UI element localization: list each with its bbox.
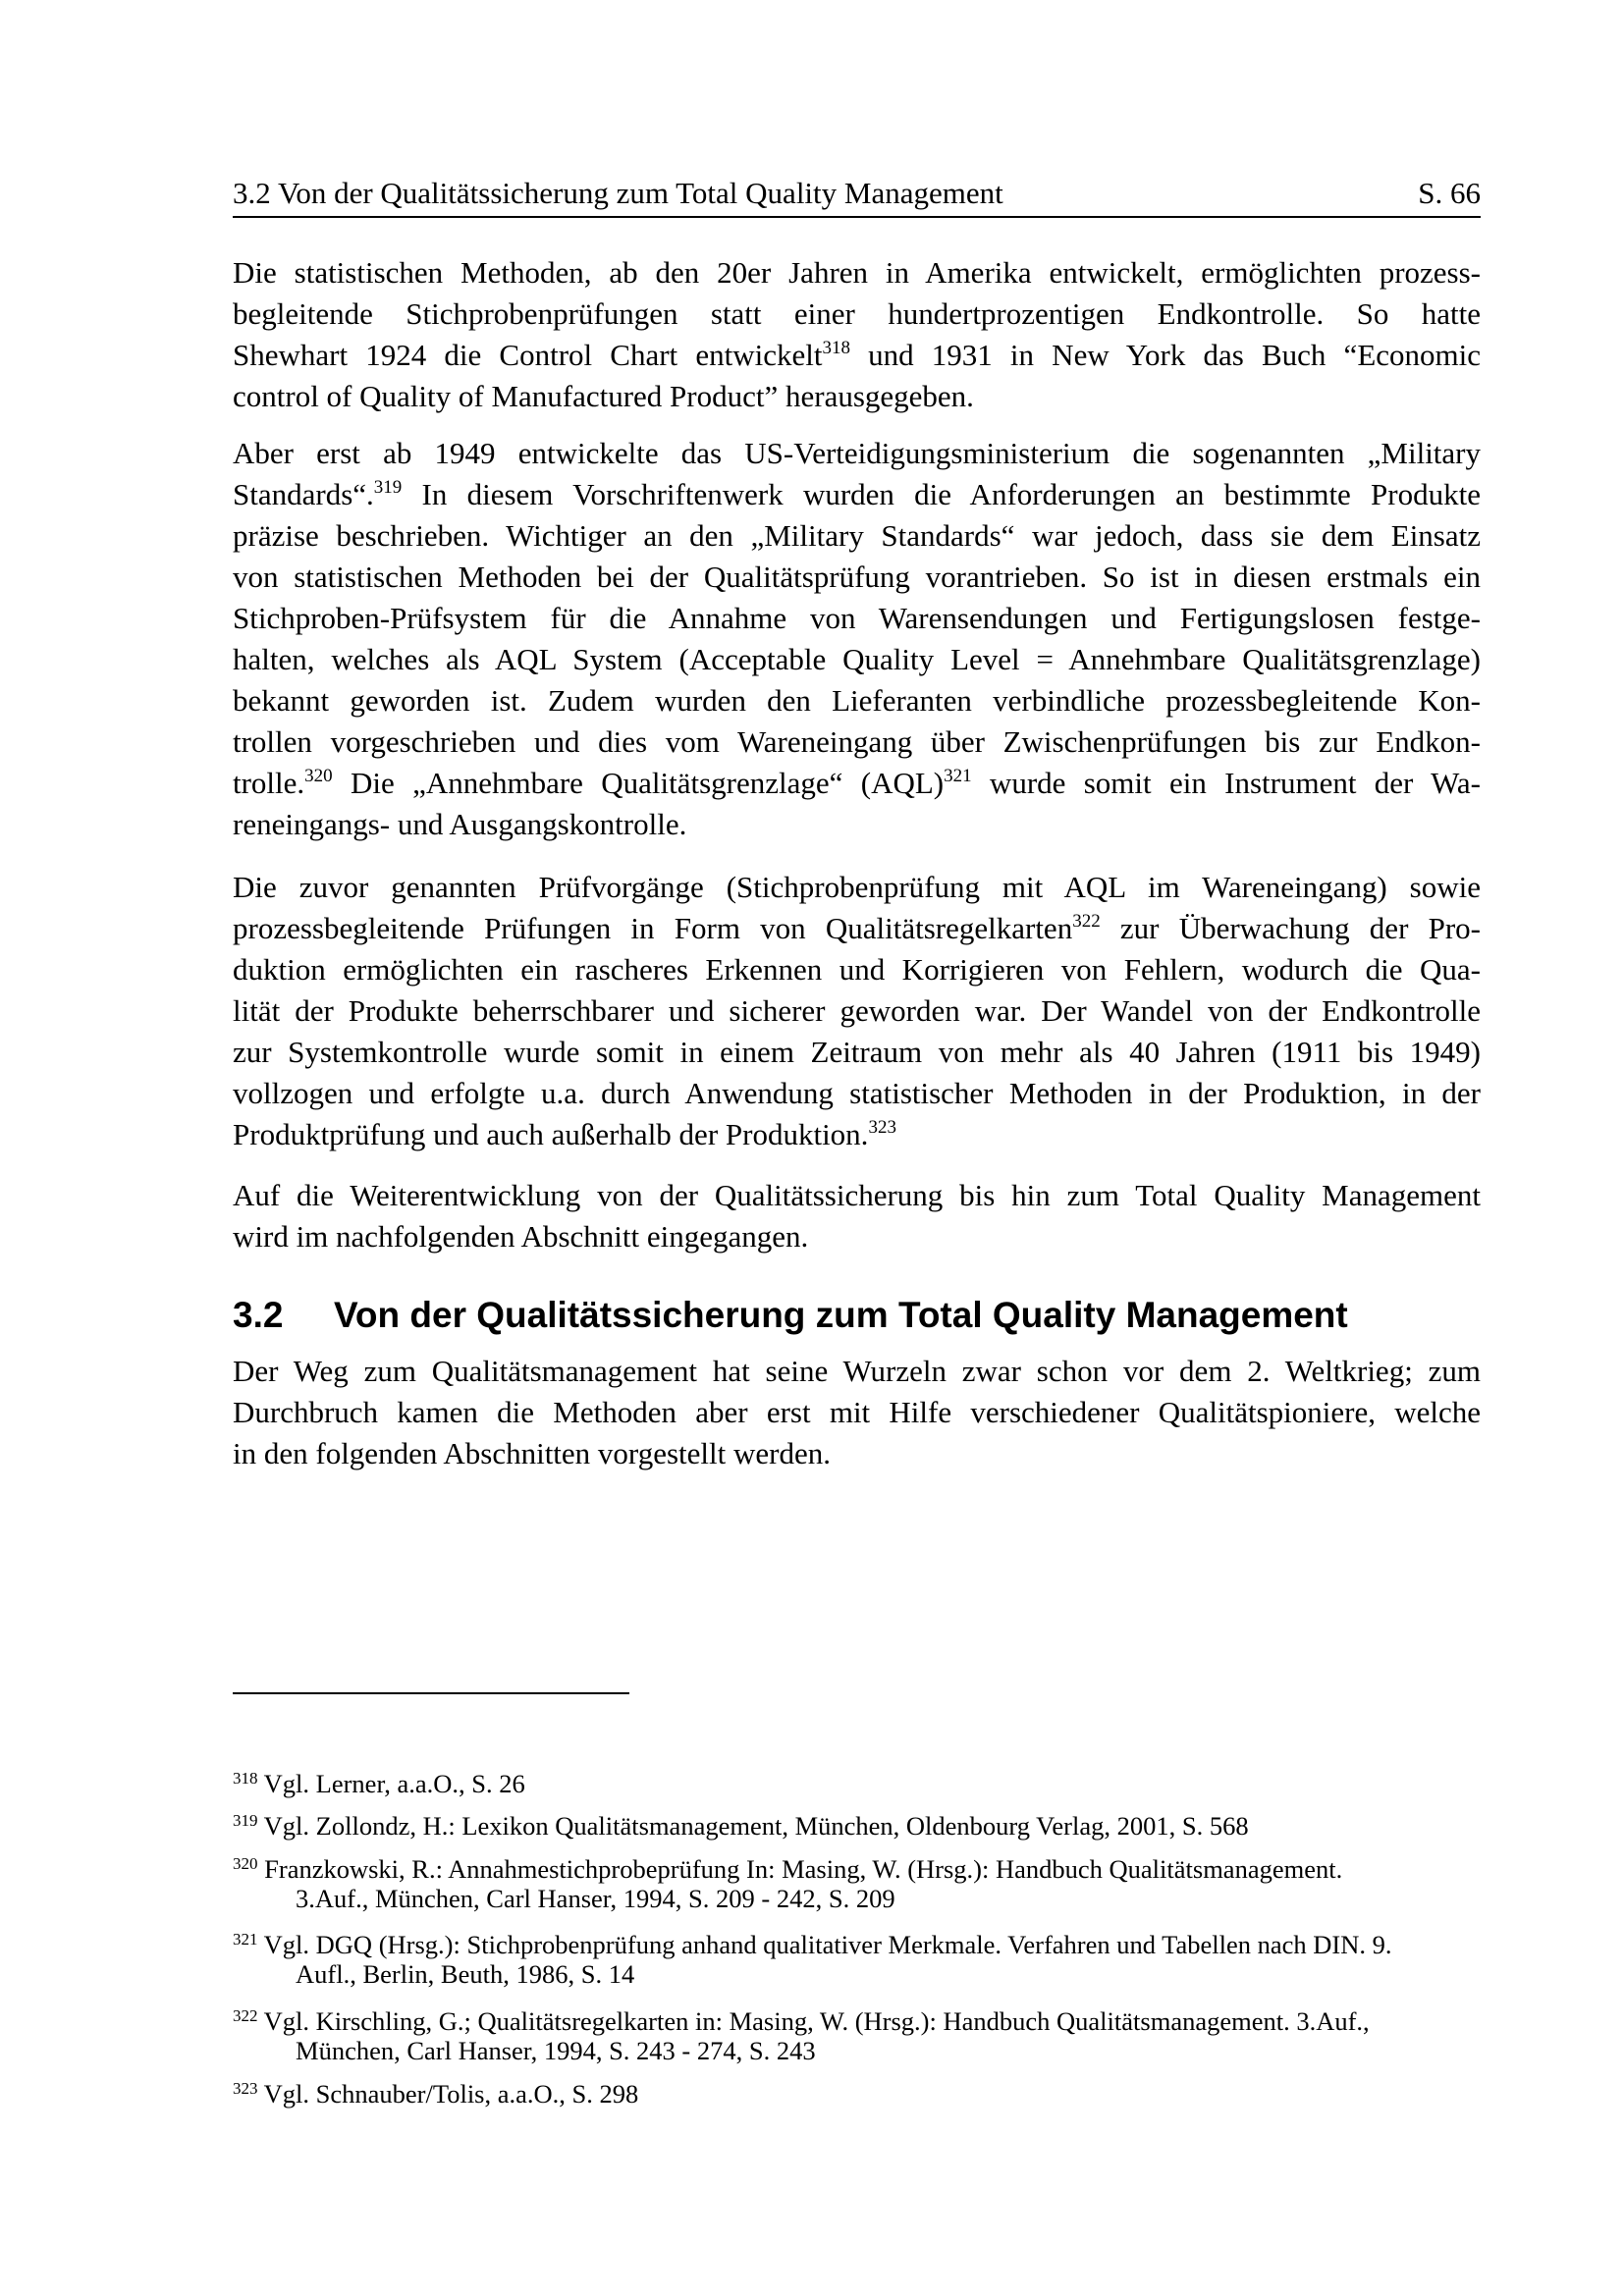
text-run: zur Systemkontrolle wurde somit in einem Zeitraum von mehr als 40 Jahren (1911 bis 1949) bbox=[233, 1035, 1481, 1069]
footnote-reference[interactable]: 321 bbox=[944, 766, 972, 786]
text-run: präzise beschrieben. Wichtiger an den „Military Standards“ war jedoch, dass sie dem Einsatz bbox=[233, 518, 1481, 553]
text-line bbox=[233, 1114, 1481, 1155]
text-line bbox=[233, 1073, 1481, 1114]
text-run: halten, welches als AQL System (Acceptable Quality Level = Annehmbare Qualitätsgrenzlage) bbox=[233, 642, 1481, 676]
text-line bbox=[233, 1392, 1481, 1433]
footnote bbox=[233, 1854, 1489, 1913]
text-line bbox=[233, 335, 1481, 376]
paragraph bbox=[233, 867, 1481, 1155]
text-run: control of Quality of Manufactured Product” herausgegeben. bbox=[233, 379, 974, 413]
text-run: trollen vorgeschrieben und dies vom Wareneingang über Zwischenprüfungen bis zur Endkon- bbox=[233, 724, 1481, 759]
footnote-number: 320 bbox=[233, 1854, 258, 1873]
text-run: Aber erst ab 1949 entwickelte das US-Verteidigungsministerium die sogenannten „Military bbox=[233, 436, 1481, 470]
paragraph bbox=[233, 433, 1481, 845]
footnote bbox=[233, 2079, 1489, 2109]
footnote-text: Vgl. Kirschling, G.; Qualitätsregelkarten in: Masing, W. (Hrsg.): Handbuch Qualitätsmanagement. 3.Auf., bbox=[263, 2006, 1370, 2036]
footnote bbox=[233, 1769, 1489, 1798]
text-run: zur Überwachung der Pro- bbox=[1100, 911, 1481, 945]
footnote bbox=[233, 2006, 1489, 2065]
footnote-line bbox=[233, 1930, 1489, 1959]
text-line bbox=[233, 1351, 1481, 1392]
text-run: bekannt geworden ist. Zudem wurden den Lieferanten verbindliche prozessbegleitende Kon- bbox=[233, 683, 1481, 718]
footnote-reference[interactable]: 318 bbox=[822, 338, 850, 358]
footnote-line bbox=[233, 2036, 1489, 2065]
text-line bbox=[233, 433, 1481, 474]
footnote-text: Aufl., Berlin, Beuth, 1986, S. 14 bbox=[296, 1959, 635, 1989]
footnote bbox=[233, 1930, 1489, 1989]
text-run: Der Weg zum Qualitätsmanagement hat seine Wurzeln zwar schon vor dem 2. Weltkrieg; zum bbox=[233, 1354, 1481, 1388]
text-line bbox=[233, 990, 1481, 1032]
text-run: duktion ermöglichten ein rascheres Erkennen und Korrigieren von Fehlern, wodurch die Qua- bbox=[233, 952, 1481, 987]
text-line bbox=[233, 294, 1481, 335]
footnote-number: 319 bbox=[233, 1811, 258, 1830]
footnote-text: Vgl. Lerner, a.a.O., S. 26 bbox=[263, 1769, 525, 1798]
text-line bbox=[233, 557, 1481, 598]
footnote-reference[interactable]: 322 bbox=[1072, 911, 1101, 932]
footnote-reference[interactable]: 319 bbox=[373, 477, 403, 498]
footnote-text: Vgl. Zollondz, H.: Lexikon Qualitätsmanagement, München, Oldenbourg Verlag, 2001, S. 568 bbox=[263, 1811, 1249, 1841]
text-run: wurde somit ein Instrument der Wa- bbox=[971, 766, 1481, 800]
text-run: Standards“. bbox=[233, 477, 374, 511]
footnote-line bbox=[233, 1854, 1489, 1884]
section-number: 3.2 bbox=[233, 1295, 284, 1335]
text-run: Die statistischen Methoden, ab den 20er Jahren in Amerika entwickelt, ermöglichten prozess- bbox=[233, 255, 1481, 290]
text-run: prozessbegleitende Prüfungen in Form von Qualitätsregelkarten bbox=[233, 911, 1073, 945]
text-line bbox=[233, 804, 1481, 845]
text-line bbox=[233, 763, 1481, 804]
text-run: Produktprüfung und auch außerhalb der Produktion. bbox=[233, 1117, 869, 1151]
text-run: Auf die Weiterentwicklung von der Qualitätssicherung bis hin zum Total Quality Management bbox=[233, 1178, 1481, 1212]
footnote-number: 318 bbox=[233, 1769, 258, 1788]
header-rule bbox=[233, 216, 1481, 218]
footnote-number: 323 bbox=[233, 2079, 258, 2098]
text-run: in den folgenden Abschnitten vorgestellt werden. bbox=[233, 1436, 831, 1470]
running-header-title: 3.2 Von der Qualitätssicherung zum Total Quality Management bbox=[233, 176, 1003, 210]
text-line bbox=[233, 908, 1481, 949]
text-line bbox=[233, 680, 1481, 721]
text-run: Durchbruch kamen die Methoden aber erst mit Hilfe verschiedener Qualitätspioniere, welche bbox=[233, 1395, 1481, 1429]
section-title: Von der Qualitätssicherung zum Total Quality Management bbox=[334, 1295, 1348, 1335]
footnote-line bbox=[233, 1769, 1489, 1798]
text-run: von statistischen Methoden bei der Qualitätsprüfung vorantrieben. So ist in diesen erstmals ein bbox=[233, 560, 1481, 594]
running-header bbox=[233, 173, 1481, 214]
text-line bbox=[233, 252, 1481, 294]
text-run: In diesem Vorschriftenwerk wurden die Anforderungen an bestimmte Produkte bbox=[402, 477, 1481, 511]
text-run: vollzogen und erfolgte u.a. durch Anwendung statistischer Methoden in der Produktion, in der bbox=[233, 1076, 1481, 1110]
page-number: S. 66 bbox=[1418, 176, 1481, 210]
text-line bbox=[233, 376, 1481, 417]
text-run: und 1931 in New York das Buch “Economic bbox=[849, 338, 1481, 372]
footnote bbox=[233, 1811, 1489, 1841]
text-line bbox=[233, 598, 1481, 639]
text-line bbox=[233, 1216, 1481, 1257]
footnote-line bbox=[233, 2006, 1489, 2036]
paragraph bbox=[233, 1351, 1481, 1474]
text-run: begleitende Stichprobenprüfungen statt einer hundertprozentigen Endkontrolle. So hatte bbox=[233, 296, 1481, 331]
text-run: trolle. bbox=[233, 766, 305, 800]
text-run: Die zuvor genannten Prüfvorgänge (Stichprobenprüfung mit AQL im Wareneingang) sowie bbox=[233, 870, 1481, 904]
text-run: wird im nachfolgenden Abschnitt eingegangen. bbox=[233, 1219, 809, 1254]
text-line bbox=[233, 867, 1481, 908]
footnote-reference[interactable]: 323 bbox=[868, 1117, 896, 1138]
text-line bbox=[233, 515, 1481, 557]
footnote-number: 321 bbox=[233, 1930, 258, 1949]
paragraph bbox=[233, 252, 1481, 417]
text-line bbox=[233, 949, 1481, 990]
footnote-text: Vgl. DGQ (Hrsg.): Stichprobenprüfung anhand qualitativer Merkmale. Verfahren und Tabellen nach DIN. 9. bbox=[263, 1930, 1392, 1959]
text-run: lität der Produkte beherrschbarer und sicherer geworden war. Der Wandel von der Endkontrolle bbox=[233, 993, 1481, 1028]
footnote-number: 322 bbox=[233, 2006, 258, 2025]
text-run: reneingangs- und Ausgangskontrolle. bbox=[233, 807, 687, 841]
text-run: Shewhart 1924 die Control Chart entwickelt bbox=[233, 338, 823, 372]
footnote-line bbox=[233, 1884, 1489, 1913]
text-line bbox=[233, 721, 1481, 763]
footnote-line bbox=[233, 1811, 1489, 1841]
footnote-separator bbox=[233, 1692, 629, 1694]
text-run: Stichproben-Prüfsystem für die Annahme von Warensendungen und Fertigungslosen festge- bbox=[233, 601, 1481, 635]
text-run: Die „Annehmbare Qualitätsgrenzlage“ (AQL) bbox=[332, 766, 945, 800]
paragraph bbox=[233, 1175, 1481, 1257]
footnote-text: Franzkowski, R.: Annahmestichprobeprüfung In: Masing, W. (Hrsg.): Handbuch Qualitätsmanagement. bbox=[264, 1854, 1343, 1884]
section-heading bbox=[233, 1292, 1348, 1339]
text-line bbox=[233, 1032, 1481, 1073]
footnote-line bbox=[233, 1959, 1489, 1989]
footnote-line bbox=[233, 2079, 1489, 2109]
footnote-text: Vgl. Schnauber/Tolis, a.a.O., S. 298 bbox=[263, 2079, 639, 2109]
text-line bbox=[233, 639, 1481, 680]
footnote-reference[interactable]: 320 bbox=[304, 766, 333, 786]
footnote-text: München, Carl Hanser, 1994, S. 243 - 274, S. 243 bbox=[296, 2036, 816, 2065]
text-line bbox=[233, 1175, 1481, 1216]
footnote-text: 3.Auf., München, Carl Hanser, 1994, S. 209 - 242, S. 209 bbox=[296, 1884, 895, 1913]
text-line bbox=[233, 474, 1481, 515]
text-line bbox=[233, 1433, 1481, 1474]
